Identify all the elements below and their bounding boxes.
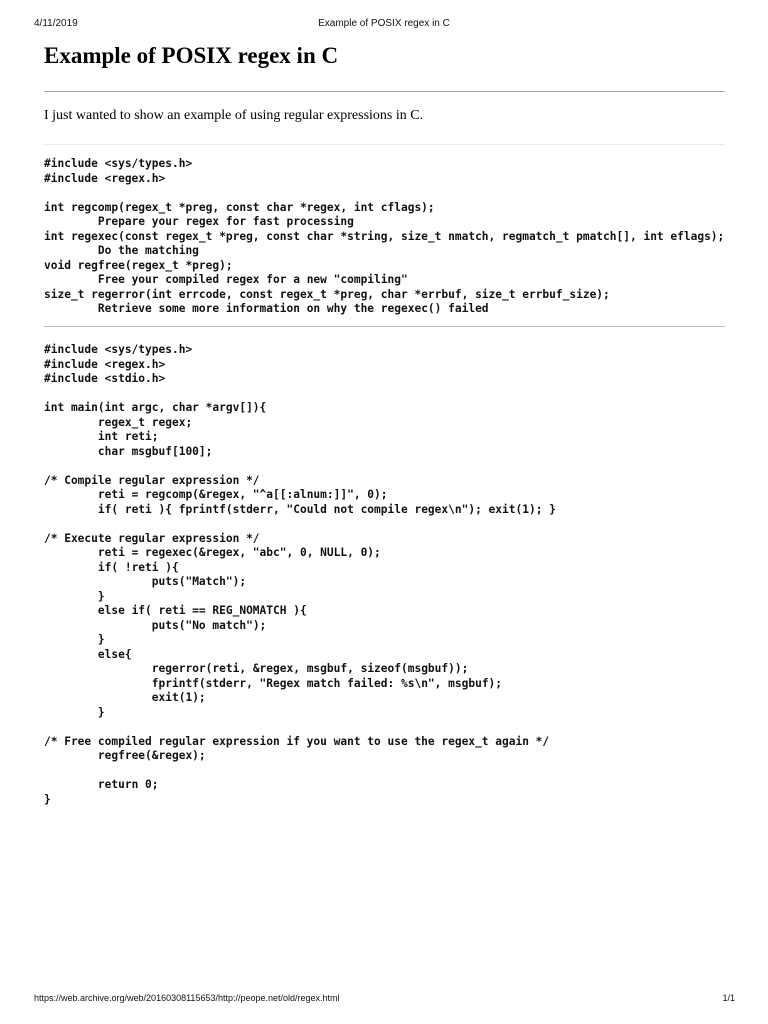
title-divider <box>44 91 725 92</box>
print-header-title: Example of POSIX regex in C <box>318 18 450 29</box>
page-title: Example of POSIX regex in C <box>44 43 339 68</box>
intro-divider <box>44 144 725 145</box>
print-date: 4/11/2019 <box>34 18 78 29</box>
print-header <box>0 18 768 32</box>
print-footer <box>0 993 768 1007</box>
api-code-block: #include <sys/types.h> #include <regex.h> int regcomp(regex_t *preg, const char *regex, int cflags); Prepare your regex for fast processing int regexec(const regex_t *preg, const char *string, size_t nmatch, regmatch_t pmatch[], int eflags); Do the matching void regfree(regex_t *preg); Free your compiled regex for a new "compiling" size_t regerror(int errcode, const regex_t *preg, char *errbuf, size_t errbuf_size); Retrieve some more information on why the regexec() failed <box>44 157 725 315</box>
source-url: https://web.archive.org/web/20160308115653/http://peope.net/old/regex.html <box>34 993 340 1003</box>
intro-paragraph: I just wanted to show an example of using regular expressions in C. <box>44 108 424 123</box>
page-number: 1/1 <box>722 993 735 1003</box>
example-code-block: #include <sys/types.h> #include <regex.h> #include <stdio.h> int main(int argc, char *argv[]){ regex_t regex; int reti; char msgbuf[100]; /* Compile regular expression */ reti = regcomp(&regex, "^a[[:alnum:]]", 0); if( reti ){ fprintf(stderr, "Could not compile regex\n"); exit(1); } /* Execute regular expression */ reti = regexec(&regex, "abc", 0, NULL, 0); if( !reti ){ puts("Match"); } else if( reti == REG_NOMATCH ){ puts("No match"); } else{ regerror(reti, &regex, msgbuf, sizeof(msgbuf)); fprintf(stderr, "Regex match failed: %s\n", msgbuf); exit(1); } /* Free compiled regular expression if you want to use the regex_t again */ regfree(&regex); return 0; } <box>44 343 556 806</box>
code-divider <box>44 326 725 327</box>
